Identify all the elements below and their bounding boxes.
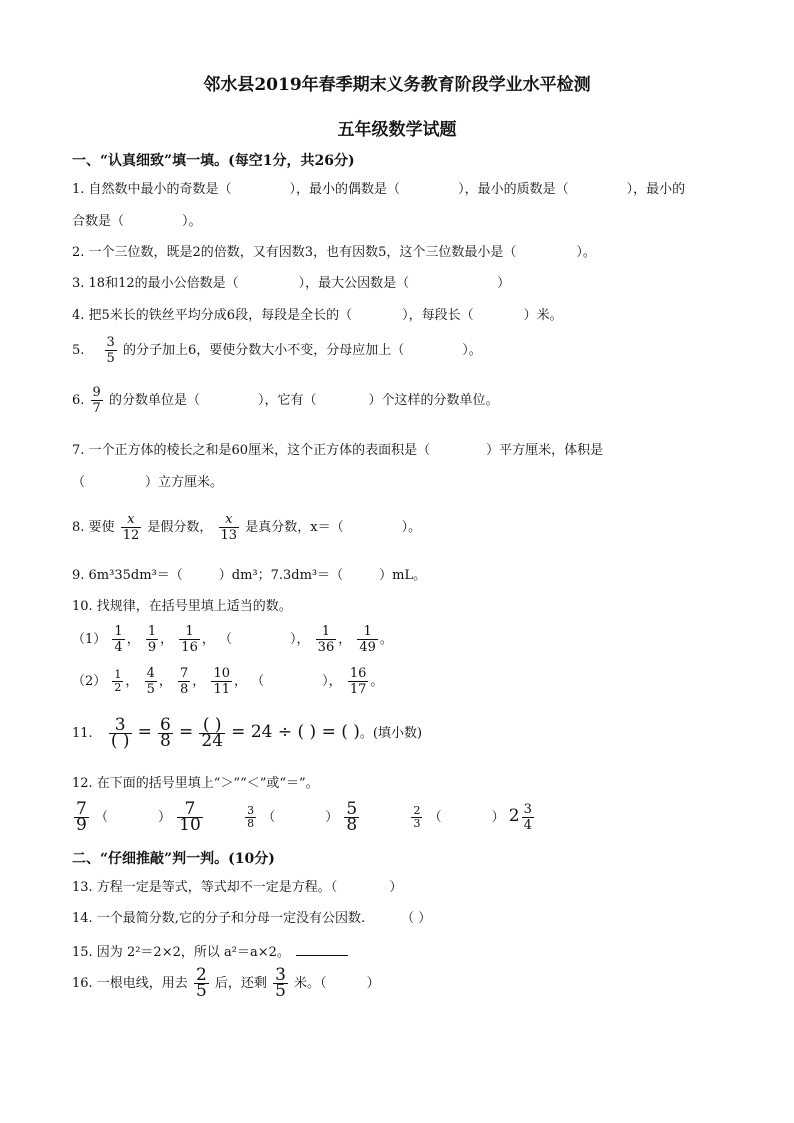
question-4: 4. 把5米长的铁丝平均分成6段，每段是全长的（ ），每段长（ ）米。 xyxy=(72,308,563,323)
fraction: $\frac{2}{5}$ xyxy=(195,965,207,1001)
question-2: 2. 一个三位数，既是2的倍数，又有因数3，也有因数5，这个三位数最小是（ ）。 xyxy=(72,245,596,260)
question-1-cont: 合数是（ ）。 xyxy=(72,214,202,229)
question-1: 1. 自然数中最小的奇数是（ ），最小的偶数是（ ），最小的质数是（ ），最小的 xyxy=(72,182,686,197)
fraction: $\frac{3}{( )}$ xyxy=(110,715,130,751)
question-7: 7. 一个正方体的棱长之和是60厘米，这个正方体的表面积是（ ）平方厘米，体积是 xyxy=(72,443,604,458)
fraction: $\frac{1}{2}$ xyxy=(114,668,122,694)
question-10-row-2: （2） $\frac{1}{2}$ ， $\frac{4}{5}$ ， $\frac{7}{8}$ ， $\frac{10}{11}$ ， （ ）， $\frac{16}{17}$ 。 xyxy=(72,666,384,697)
section-2-heading: 二、“仔细推敲”判一判。(10分) xyxy=(72,851,275,867)
fraction: $\frac{7}{10}$ xyxy=(179,799,201,835)
fraction: $\frac{1}{16}$ xyxy=(181,624,198,655)
fraction: $\frac{16}{17}$ xyxy=(349,666,367,697)
question-12: 12. 在下面的括号里填上“＞”“＜”或“＝”。 xyxy=(72,776,319,791)
question-9: 9. 6m³35dm³＝（ ）dm³；7.3dm³＝（ ）mL。 xyxy=(72,568,427,583)
fraction: $\frac{1}{9}$ xyxy=(147,624,157,655)
question-3: 3. 18和12的最小公倍数是（ ），最大公因数是（ ） xyxy=(72,276,511,291)
fraction: $\frac{10}{11}$ xyxy=(213,666,230,697)
fraction: $\frac{( )}{24}$ xyxy=(201,715,224,751)
fraction: $\frac{1}{49}$ xyxy=(359,624,376,655)
fraction: $\frac{7}{8}$ xyxy=(180,666,189,697)
question-11: 11. $\frac{3}{( )}$ = $\frac{6}{8}$ = $\frac{( )}{24}$ = 24 ÷ ( ) = ( )。(填小数) xyxy=(72,715,423,751)
question-14: 14. 一个最简分数,它的分子和分母一定没有公因数. （ ） xyxy=(72,911,432,926)
exam-title: 邻水县2019年春季期末义务教育阶段学业水平检测 xyxy=(203,75,591,95)
question-7-cont: （ ）立方厘米。 xyxy=(72,475,224,490)
fraction: $\frac{x}{12}$ xyxy=(122,512,140,543)
exam-subtitle: 五年级数学试题 xyxy=(337,120,457,140)
fraction: $\frac{3}{4}$ xyxy=(523,802,532,833)
fraction: $\frac{3}{8}$ xyxy=(247,804,255,830)
question-13: 13. 方程一定是等式，等式却不一定是方程。（ ） xyxy=(72,880,403,895)
fraction: $\frac{9}{7}$ xyxy=(92,385,101,416)
fraction: $\frac{6}{8}$ xyxy=(160,715,171,751)
question-15: 15. 因为 2²＝2×2，所以 a²＝a×2。 xyxy=(72,941,754,963)
question-8: 8. 要使 $\frac{x}{12}$ 是假分数， $\frac{x}{13}$ 是真分数，x＝（ ）。 xyxy=(72,512,422,543)
question-16: 16. 一根电线，用去 $\frac{2}{5}$ 后，还剩 $\frac{3}{5}$ 米。（ ） xyxy=(72,965,380,1001)
fraction: $\frac{7}{9}$ xyxy=(76,799,87,835)
fraction: $\frac{4}{5}$ xyxy=(146,666,155,697)
fraction: $\frac{3}{5}$ xyxy=(275,965,286,1001)
fraction: $\frac{2}{3}$ xyxy=(413,804,421,830)
question-5: 5. $\frac{3}{5}$ 的分子加上6，要使分数大小不变，分母应加上（ ）。 xyxy=(72,335,482,366)
fraction: $\frac{1}{36}$ xyxy=(317,624,335,655)
fraction: $\frac{x}{13}$ xyxy=(220,512,238,543)
answer-line xyxy=(296,941,348,956)
question-6: 6. $\frac{9}{7}$ 的分数单位是（ ），它有（ ）个这样的分数单位。 xyxy=(72,385,499,416)
fraction: $\frac{5}{8}$ xyxy=(346,799,358,835)
section-1-heading: 一、“认真细致”填一填。(每空1分，共26分) xyxy=(72,153,355,169)
question-10-row-1: （1） $\frac{1}{4}$ ， $\frac{1}{9}$ ， $\frac{1}{16}$ ， （ ）， $\frac{1}{36}$ ， $\frac{1}{49}$ 。 xyxy=(72,624,393,655)
fraction: $\frac{1}{4}$ xyxy=(114,624,123,655)
question-10: 10. 找规律，在括号里填上适当的数。 xyxy=(72,599,292,614)
question-12-items: $\frac{7}{9}$ （ ） $\frac{7}{10}$ $\frac{3}{8}$ （ ） $\frac{5}{8}$ $\frac{2}{3}$ （ ） 2 $\frac{3}{4}$ xyxy=(76,799,532,835)
fraction: $\frac{3}{5}$ xyxy=(106,335,115,366)
